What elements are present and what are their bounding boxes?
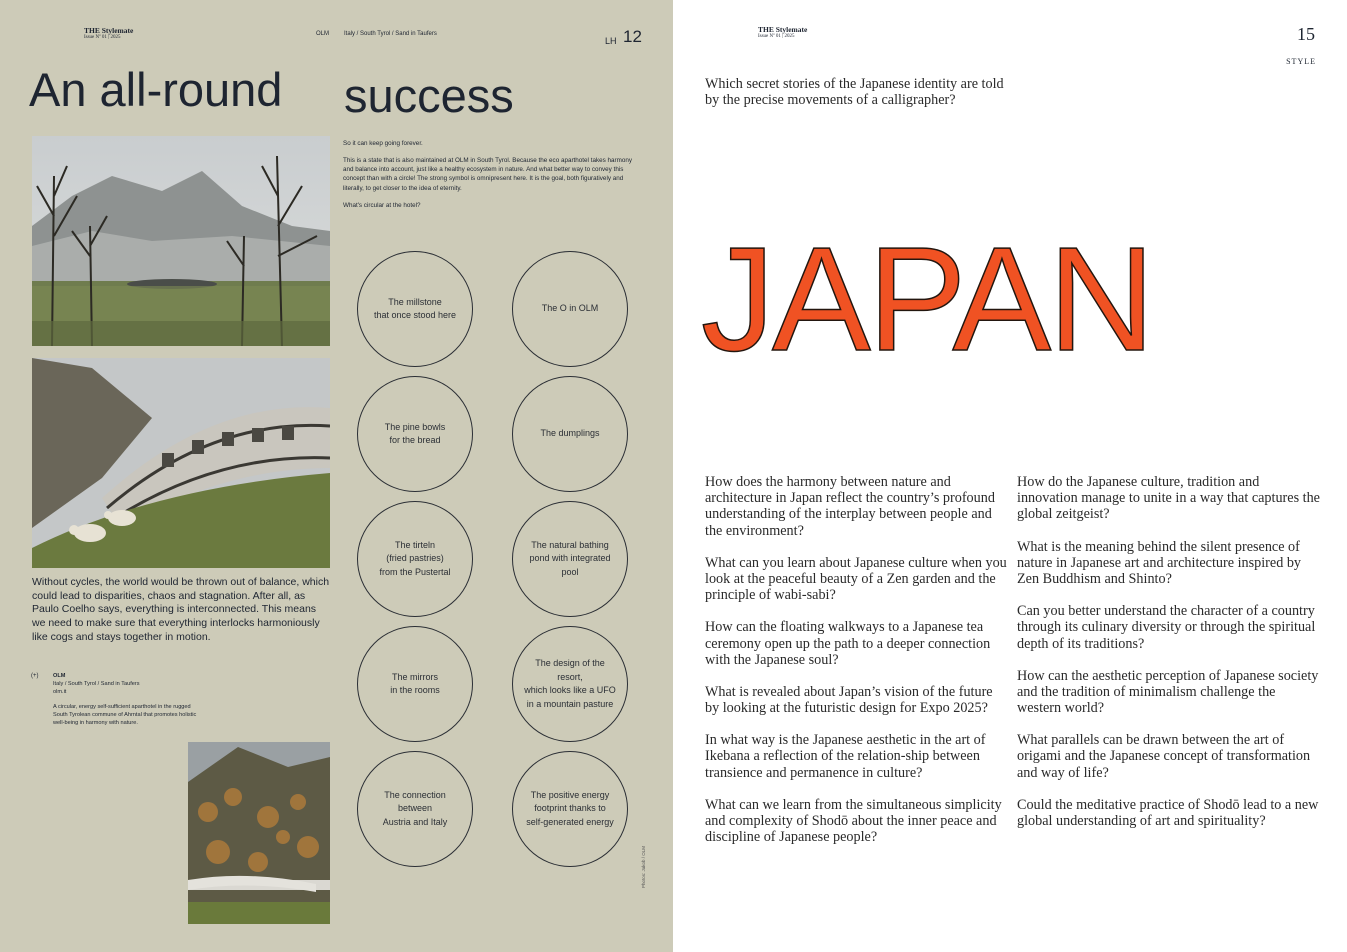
circle-item-millstone: The millstone that once stood here	[357, 251, 473, 367]
circle-item-tirteln: The tirteln (fried pastries) from the Pustertal	[357, 501, 473, 617]
page-number: 12	[623, 27, 642, 46]
page-label: LH	[605, 36, 617, 46]
photo-credit: Photos: Jakob / OLM	[641, 845, 646, 888]
info-marker: (+)	[31, 673, 39, 679]
circle-item-mirrors: The mirrors in the rooms	[357, 626, 473, 742]
hotel-name: OLM	[53, 673, 66, 679]
left-page	[0, 0, 673, 952]
question-item: How can the aesthetic perception of Japanese society and the tradition of minimalism challenge the western world?	[1017, 667, 1319, 717]
intro-text	[343, 139, 643, 210]
hotel-description: A circular, energy self-sufficient aparthotel in the rugged South Tyrolean commune of Ahrntal that promotes holistic well-being in harmony with nature.	[53, 704, 197, 727]
question-item: What is revealed about Japan’s vision of the future by looking at the futuristic design for Expo 2025?	[705, 683, 993, 717]
intro-paragraph: This is a state that is also maintained at OLM in South Tyrol. Because the eco aparthotel takes harmony and balance into account, just like a healthy ecosystem in nature. And what better way to convey this concept than with a circle! The strong symbol is omnipresent here. It is the goal, both figuratively and literally, to get closer to the idea of eternity.	[343, 157, 632, 192]
intro-line-1: So it can keep going forever.	[343, 140, 423, 147]
intro-question: What's circular at the hotel?	[343, 201, 421, 209]
masthead	[84, 27, 133, 40]
forest-photo	[188, 742, 330, 924]
circle-item-pine-bowls: The pine bowls for the bread	[357, 376, 473, 492]
circle-item-bathing-pond: The natural bathing pond with integrated pool	[512, 501, 628, 617]
question-item: How does the harmony between nature and architecture in Japan reflect the country’s profound understanding of the interplay between people and the environment?	[705, 474, 995, 539]
question-item: How do the Japanese culture, tradition and innovation manage to unite in a way that captures the global zeitgeist?	[1017, 474, 1320, 523]
question-item: Can you better understand the character of a country through its culinary diversity or through the spiritual depth of its traditions?	[1017, 603, 1316, 652]
question-item: What is the meaning behind the silent presence of nature in Japanese art and architecture inspired by Zen Buddhism and Shinto?	[1017, 538, 1302, 587]
hotel-info	[53, 673, 203, 728]
question-item: Could the meditative practice of Shodō lead to a new global understanding of art and spirituality?	[1017, 796, 1319, 829]
masthead-brand: THE Stylemate	[84, 26, 134, 35]
masthead-right	[758, 26, 807, 39]
lead-question: Which secret stories of the Japanese identity are told by the precise movements of a calligrapher?	[705, 76, 1004, 109]
circle-item-dumplings: The dumplings	[512, 376, 628, 492]
masthead-brand-right: THE Stylemate	[758, 25, 808, 34]
question-item: How can the floating walkways to a Japanese tea ceremony open up the path to a deeper connection with the Japanese soul?	[705, 619, 991, 668]
circle-item-resort-design: The design of the resort, which looks like a UFO in a mountain pasture	[512, 626, 628, 742]
hotel-location: Italy / South Tyrol / Sand in Taufers	[53, 680, 140, 687]
circle-item-energy: The positive energy footprint thanks to self-generated energy	[512, 751, 628, 867]
page-number-right: 15	[1297, 24, 1315, 44]
location-tag: Italy / South Tyrol / Sand in Taufers	[344, 31, 437, 37]
question-item: In what way is the Japanese aesthetic in the art of Ikebana a reflection of the relation-ship between transience and permanence in culture?	[705, 732, 986, 781]
building-photo	[32, 358, 330, 568]
masthead-issue-right: Issue Nº 01 | 2025	[758, 33, 795, 39]
questions-column-1	[705, 474, 1010, 861]
hotel-tag: OLM	[316, 31, 330, 37]
question-item: What can we learn from the simultaneous simplicity and complexity of Shodō about the inner peace and discipline of Japanese people?	[705, 796, 1002, 846]
japan-title: JAPAN	[701, 217, 1153, 382]
section-label: STYLE	[1286, 57, 1316, 66]
headline-part1: An all-round	[29, 63, 283, 116]
masthead-issue: Issue Nº 01 | 2025	[84, 34, 121, 40]
headline-part2: success	[344, 69, 514, 122]
cycles-quote: Without cycles, the world would be thrown out of balance, which could lead to disparities, chaos and stagnation. After all, as Paulo Coelho says, everything is interconnected. This means we need to make sure that everything interlocks harmoniously like cogs and stays together in motion.	[32, 576, 330, 643]
right-page	[673, 0, 1347, 952]
question-item: What can you learn about Japanese culture when you look at the peaceful beauty of a Zen garden and the principle of wabi-sabi?	[705, 554, 1007, 604]
landscape-photo	[32, 136, 330, 346]
circle-item-connection: The connection between Austria and Italy	[357, 751, 473, 867]
circle-item-o-in-olm: The O in OLM	[512, 251, 628, 367]
hotel-website: olm.it	[53, 688, 67, 695]
question-item: What parallels can be drawn between the art of origami and the Japanese concept of transformation and way of life?	[1017, 732, 1311, 781]
questions-column-2	[1017, 474, 1322, 845]
